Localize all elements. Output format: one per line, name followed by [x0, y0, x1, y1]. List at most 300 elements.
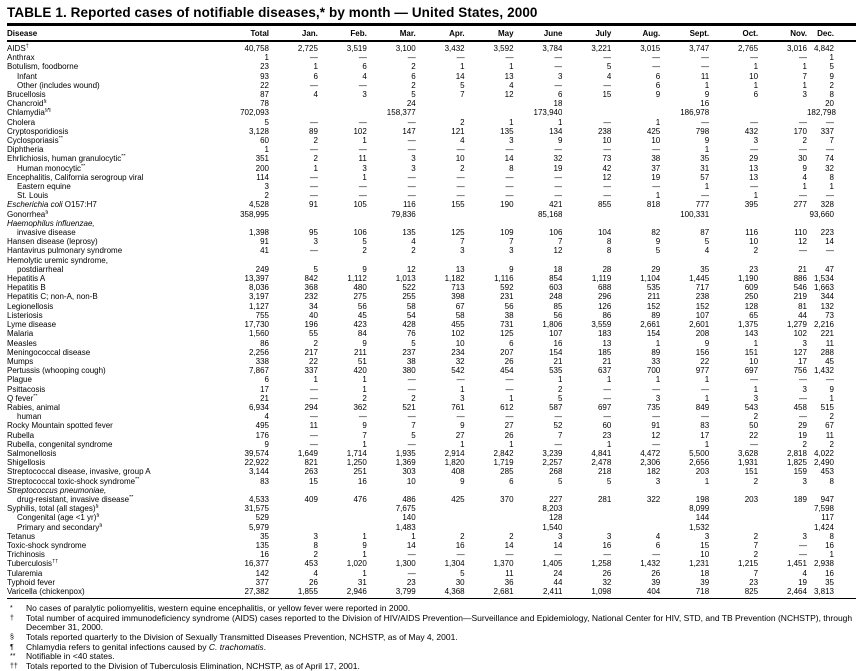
disease-label: [7, 256, 215, 265]
case-count-cell: 9: [704, 136, 710, 146]
case-count-cell: 5: [264, 117, 269, 127]
case-count-cell: 855: [597, 200, 612, 210]
case-count-cell: 3: [362, 163, 367, 173]
case-count-cell: —: [407, 384, 416, 394]
case-count-cell: 1: [655, 191, 661, 201]
text-segment: Totals reported to the Division of Tuberculosis Elimination, NCHSTP, as of April 17, 2001.: [26, 660, 360, 671]
disease-label: [7, 513, 215, 522]
case-count-cell: 2: [362, 393, 367, 403]
case-count-cell: 453: [820, 467, 834, 477]
case-count-cell: [269, 523, 318, 532]
case-count-cell: 2: [753, 412, 759, 422]
case-count-cell: 116: [745, 228, 759, 238]
case-count-cell: 35: [700, 154, 710, 164]
case-count-cell: 16: [700, 99, 710, 109]
case-count-cell: 3,432: [444, 44, 465, 53]
case-count-cell: [611, 219, 660, 228]
case-count-cell: 89: [651, 347, 661, 357]
case-count-cell: 2: [313, 136, 318, 146]
table-row: [7, 283, 856, 292]
text-segment: Syphilis, total (all stages): [7, 504, 96, 514]
case-count-cell: 110: [794, 228, 807, 238]
case-count-cell: 1: [362, 531, 367, 541]
case-count-cell: 3: [802, 531, 807, 541]
case-count-cell: [318, 504, 367, 513]
case-count-cell: [562, 219, 611, 228]
case-count-cell: 93,660: [809, 209, 834, 219]
case-count-cell: 13: [504, 71, 514, 81]
table-row: [7, 53, 856, 62]
case-count-cell: —: [309, 117, 318, 127]
case-count-cell: 20: [825, 99, 834, 109]
case-count-cell: 87: [260, 90, 269, 100]
disease-label: [7, 136, 215, 145]
case-count-cell: 3: [460, 393, 465, 403]
case-count-cell: [611, 99, 660, 108]
case-count-cell: 10: [700, 550, 710, 560]
case-count-cell: 603: [549, 283, 563, 293]
case-count-cell: 9: [704, 90, 710, 100]
case-count-cell: [367, 486, 416, 495]
case-count-cell: —: [554, 182, 563, 192]
case-count-cell: [709, 99, 758, 108]
case-count-cell: 154: [549, 347, 563, 357]
case-count-cell: 5: [606, 476, 612, 486]
table-row: [7, 182, 856, 191]
case-count-cell: 1: [802, 80, 807, 90]
text-segment: Hansen disease (leprosy): [7, 237, 98, 247]
case-count-cell: [465, 486, 514, 495]
case-count-cell: 27: [504, 421, 514, 431]
case-count-cell: 183: [597, 329, 612, 339]
case-count-cell: 1,127: [248, 301, 269, 311]
disease-label: [7, 302, 215, 311]
case-count-cell: [709, 523, 758, 532]
footnote-marker: **: [81, 163, 86, 169]
case-count-cell: 35: [700, 264, 710, 274]
column-header: Feb.: [318, 25, 367, 42]
case-count-cell: —: [798, 375, 807, 385]
case-count-cell: 303: [402, 467, 416, 477]
case-count-cell: 5: [460, 80, 465, 90]
column-header: Dec.: [807, 25, 856, 42]
case-count-cell: 45: [825, 356, 834, 366]
case-count-cell: 1,560: [248, 329, 269, 339]
disease-label: [7, 72, 215, 81]
disease-label: [7, 495, 215, 504]
case-count-cell: 4: [362, 71, 367, 81]
case-count-cell: 7: [753, 540, 759, 550]
case-count-cell: 143: [744, 329, 759, 339]
text-segment: Measles: [7, 338, 37, 348]
case-count-cell: 521: [402, 402, 416, 412]
table-row: [7, 99, 856, 108]
case-count-cell: 1,855: [297, 586, 318, 596]
case-count-cell: 4,841: [591, 448, 612, 458]
case-count-cell: —: [505, 550, 514, 560]
case-count-cell: 454: [500, 366, 514, 376]
case-count-cell: [215, 486, 269, 495]
case-count-cell: 56: [357, 301, 367, 311]
case-count-cell: 455: [451, 320, 465, 330]
table-row: [7, 127, 856, 136]
disease-label: [7, 311, 215, 320]
case-count-cell: 10: [749, 356, 759, 366]
case-count-cell: 142: [255, 568, 269, 578]
table-row: [7, 357, 856, 366]
case-count-cell: [465, 513, 514, 522]
case-count-cell: 32: [825, 163, 834, 173]
case-count-cell: 428: [402, 320, 416, 330]
text-segment: Tetanus: [7, 531, 36, 541]
notifiable-diseases-table: [7, 23, 856, 599]
table-row: [7, 587, 856, 599]
case-count-cell: 9: [829, 384, 834, 394]
table-row: [7, 523, 856, 532]
case-count-cell: [514, 486, 563, 495]
case-count-cell: 32: [553, 154, 563, 164]
table-row: [7, 513, 856, 522]
case-count-cell: 21: [260, 393, 269, 403]
footnote-marker: **: [129, 494, 134, 501]
case-count-cell: —: [407, 375, 416, 385]
table-row: [7, 265, 856, 274]
case-count-cell: 2,478: [591, 458, 612, 468]
case-count-cell: 207: [500, 347, 514, 357]
case-count-cell: 3,221: [591, 44, 612, 53]
case-count-cell: 237: [402, 347, 416, 357]
case-count-cell: —: [554, 172, 563, 182]
case-count-cell: 9: [460, 421, 465, 431]
case-count-cell: 351: [255, 154, 269, 164]
case-count-cell: 58: [455, 310, 465, 320]
case-count-cell: [562, 504, 611, 513]
disease-label: [7, 127, 215, 136]
footnote-marker: §: [96, 513, 100, 519]
case-count-cell: 29: [749, 154, 759, 164]
case-count-cell: 2,601: [689, 320, 710, 330]
case-count-cell: 16: [602, 540, 612, 550]
case-count-cell: 432: [744, 126, 759, 136]
case-count-cell: 27,382: [244, 586, 269, 596]
text-segment: Typhoid fever: [7, 577, 56, 587]
case-count-cell: 5: [557, 476, 563, 486]
case-count-cell: 3: [460, 246, 465, 256]
text-segment: Pertussis (whooping cough): [7, 366, 106, 376]
case-count-cell: 4,842: [813, 44, 834, 53]
case-count-cell: 535: [646, 283, 661, 293]
case-count-cell: 85: [553, 301, 563, 311]
case-count-cell: 9: [655, 90, 661, 100]
disease-label: [7, 320, 215, 329]
case-count-cell: 1,483: [395, 522, 416, 532]
case-count-cell: 1,369: [395, 458, 416, 468]
case-count-cell: 60: [260, 136, 269, 146]
case-count-cell: 37: [651, 163, 661, 173]
case-count-cell: 15: [602, 90, 612, 100]
case-count-cell: 1: [802, 62, 807, 72]
case-count-cell: 5,500: [689, 448, 710, 458]
case-count-cell: 35: [260, 531, 269, 541]
case-count-cell: —: [407, 191, 416, 201]
disease-label: [7, 403, 215, 412]
case-count-cell: 697: [597, 402, 612, 412]
disease-label: [7, 154, 215, 163]
disease-label: [7, 486, 215, 495]
text-segment: Chancroid: [7, 99, 44, 109]
case-count-cell: 425: [451, 494, 465, 504]
case-count-cell: 250: [744, 292, 759, 302]
case-count-cell: [611, 513, 660, 522]
table-row: [7, 136, 856, 145]
case-count-cell: 1,719: [493, 458, 514, 468]
case-count-cell: 5: [313, 264, 318, 274]
case-count-cell: 1: [362, 172, 367, 182]
case-count-cell: 2: [411, 62, 416, 72]
case-count-cell: 1: [704, 375, 710, 385]
case-count-cell: 3,747: [689, 44, 710, 53]
case-count-cell: 23: [749, 577, 759, 587]
case-count-cell: 13: [749, 172, 759, 182]
case-count-cell: 6: [655, 80, 661, 90]
case-count-cell: 1: [460, 62, 465, 72]
table-row: [7, 228, 856, 237]
case-count-cell: 3,100: [395, 44, 416, 53]
case-count-cell: 285: [500, 467, 514, 477]
disease-label: [7, 477, 215, 486]
case-count-cell: 1: [655, 338, 661, 348]
case-count-cell: —: [603, 393, 612, 403]
case-count-cell: [709, 108, 758, 117]
case-count-cell: —: [826, 191, 834, 201]
case-count-cell: —: [407, 182, 416, 192]
table-row: [7, 458, 856, 467]
case-count-cell: [215, 219, 269, 228]
case-count-cell: 196: [304, 320, 318, 330]
case-count-cell: 1,098: [591, 586, 612, 596]
case-count-cell: —: [750, 53, 759, 63]
case-count-cell: —: [750, 375, 759, 385]
case-count-cell: —: [652, 439, 661, 449]
case-count-cell: 2,765: [738, 44, 759, 53]
table-row: [7, 421, 856, 430]
case-count-cell: [269, 513, 318, 522]
case-count-cell: 637: [597, 366, 612, 376]
case-count-cell: 7,675: [395, 504, 416, 514]
footnote: [10, 614, 856, 633]
case-count-cell: 1,663: [813, 283, 834, 293]
case-count-cell: 176: [255, 430, 269, 440]
disease-label: [7, 283, 215, 292]
case-count-cell: 84: [357, 329, 367, 339]
case-count-cell: 1: [362, 384, 367, 394]
disease-label: [7, 578, 215, 587]
case-count-cell: —: [652, 182, 661, 192]
disease-label: [7, 559, 215, 568]
text-segment: Malaria: [7, 329, 34, 339]
text-segment: Hantavirus pulmonary syndrome: [7, 246, 123, 256]
case-count-cell: [709, 486, 758, 495]
case-count-cell: 18: [553, 264, 563, 274]
table-row: [7, 504, 856, 513]
case-count-cell: 82: [651, 228, 661, 238]
table-row: [7, 108, 856, 117]
case-count-cell: [416, 210, 465, 219]
case-count-cell: 592: [500, 283, 514, 293]
case-count-cell: 170: [793, 126, 807, 136]
case-count-cell: 688: [597, 283, 612, 293]
disease-label: [7, 357, 215, 366]
case-count-cell: —: [798, 117, 807, 127]
case-count-cell: [367, 256, 416, 265]
case-count-cell: [660, 256, 709, 265]
case-count-cell: 248: [549, 292, 563, 302]
case-count-cell: 398: [451, 292, 465, 302]
case-count-cell: 1,534: [813, 274, 834, 284]
column-header: July: [562, 25, 611, 42]
footnote-marker: **: [135, 476, 140, 482]
table-row: [7, 191, 856, 200]
case-count-cell: 3,239: [542, 448, 563, 458]
case-count-cell: [758, 219, 807, 228]
case-count-cell: 42: [602, 163, 612, 173]
case-count-cell: 238: [597, 126, 612, 136]
case-count-cell: 182,798: [806, 108, 836, 118]
case-count-cell: 186,978: [680, 108, 710, 118]
footnote-marker: ¶: [10, 643, 14, 651]
disease-label: [7, 173, 215, 182]
case-count-cell: —: [309, 430, 318, 440]
case-count-cell: 26: [602, 568, 612, 578]
case-count-cell: [611, 210, 660, 219]
case-count-cell: 5: [411, 90, 416, 100]
case-count-cell: 1: [704, 182, 710, 192]
case-count-cell: [318, 219, 367, 228]
case-count-cell: 12: [406, 264, 416, 274]
case-count-cell: 10: [602, 136, 612, 146]
case-count-cell: 6: [655, 540, 661, 550]
case-count-cell: 56: [553, 310, 563, 320]
case-count-cell: —: [826, 117, 834, 127]
disease-label: [7, 569, 215, 578]
case-count-cell: 1,649: [297, 448, 318, 458]
case-count-cell: [465, 210, 514, 219]
case-count-cell: 102: [451, 329, 465, 339]
case-count-cell: 761: [451, 402, 465, 412]
case-count-cell: —: [309, 191, 318, 201]
case-count-cell: 3: [264, 182, 269, 192]
footnotes: [7, 604, 856, 671]
case-count-cell: 1: [704, 80, 710, 90]
case-count-cell: 31: [700, 163, 710, 173]
case-count-cell: 700: [646, 366, 661, 376]
case-count-cell: [416, 108, 465, 117]
case-count-cell: 10: [406, 476, 416, 486]
case-count-cell: 713: [451, 283, 465, 293]
case-count-cell: 23: [749, 264, 759, 274]
case-count-cell: 9: [655, 237, 661, 247]
case-count-cell: —: [826, 145, 834, 155]
column-header: Total: [215, 25, 269, 42]
case-count-cell: —: [456, 172, 465, 182]
case-count-cell: —: [652, 62, 661, 72]
table-row: [7, 246, 856, 255]
table-row: [7, 541, 856, 550]
case-count-cell: —: [358, 182, 367, 192]
case-count-cell: 7: [557, 430, 563, 440]
text-segment: Mumps: [7, 356, 34, 366]
case-count-cell: 18: [700, 568, 710, 578]
table-row: [7, 311, 856, 320]
case-count-cell: 232: [304, 292, 318, 302]
case-count-cell: 5: [606, 62, 612, 72]
case-count-cell: 296: [597, 292, 612, 302]
case-count-cell: [709, 256, 758, 265]
case-count-cell: 1,375: [738, 320, 759, 330]
case-count-cell: 1,279: [786, 320, 807, 330]
case-count-cell: 4: [313, 90, 318, 100]
case-count-cell: 1,405: [542, 559, 563, 569]
case-count-cell: —: [701, 117, 710, 127]
case-count-cell: —: [554, 191, 563, 201]
text-segment: Listeriosis: [7, 310, 43, 320]
case-count-cell: 67: [825, 421, 834, 431]
case-count-cell: [318, 108, 367, 117]
footnote-marker: ††: [52, 559, 59, 565]
case-count-cell: —: [603, 53, 612, 63]
case-count-cell: [416, 99, 465, 108]
case-count-cell: 277: [793, 200, 807, 210]
case-count-cell: [807, 256, 856, 265]
case-count-cell: 1: [313, 62, 318, 72]
column-header: Disease: [7, 25, 215, 42]
case-count-cell: 408: [451, 467, 465, 477]
text-segment: Ehrlichiosis, human granulocytic: [7, 154, 122, 164]
disease-label: [7, 237, 215, 246]
case-count-cell: —: [554, 62, 563, 72]
case-count-cell: 203: [695, 467, 710, 477]
case-count-cell: 288: [820, 347, 834, 357]
disease-label: [7, 219, 215, 228]
case-count-cell: 1,935: [395, 448, 416, 458]
case-count-cell: 6: [362, 62, 367, 72]
case-count-cell: [318, 256, 367, 265]
case-count-cell: 85,168: [537, 209, 563, 219]
text-segment: Salmonellosis: [7, 448, 57, 458]
text-segment: Primary and secondary: [17, 522, 100, 532]
case-count-cell: 22: [309, 356, 318, 366]
case-count-cell: 10: [749, 71, 759, 81]
case-count-cell: 30: [798, 154, 807, 164]
case-count-cell: 6: [753, 90, 759, 100]
case-count-cell: 420: [353, 366, 367, 376]
case-count-cell: 4: [460, 136, 465, 146]
case-count-cell: 4: [606, 71, 612, 81]
case-count-cell: 151: [744, 347, 759, 357]
table-row: [7, 449, 856, 458]
text-segment: Diphtheria: [7, 145, 44, 155]
case-count-cell: —: [407, 117, 416, 127]
case-count-cell: 14: [406, 540, 416, 550]
case-count-cell: [465, 99, 514, 108]
case-count-cell: 1,370: [493, 559, 514, 569]
text-segment: Lyme disease: [7, 320, 57, 330]
case-count-cell: 116: [402, 200, 416, 210]
case-count-cell: 2,818: [786, 448, 807, 458]
text-segment: Rocky Mountain spotted fever: [7, 421, 113, 431]
case-count-cell: 294: [304, 402, 318, 412]
case-count-cell: 173,940: [533, 108, 563, 118]
